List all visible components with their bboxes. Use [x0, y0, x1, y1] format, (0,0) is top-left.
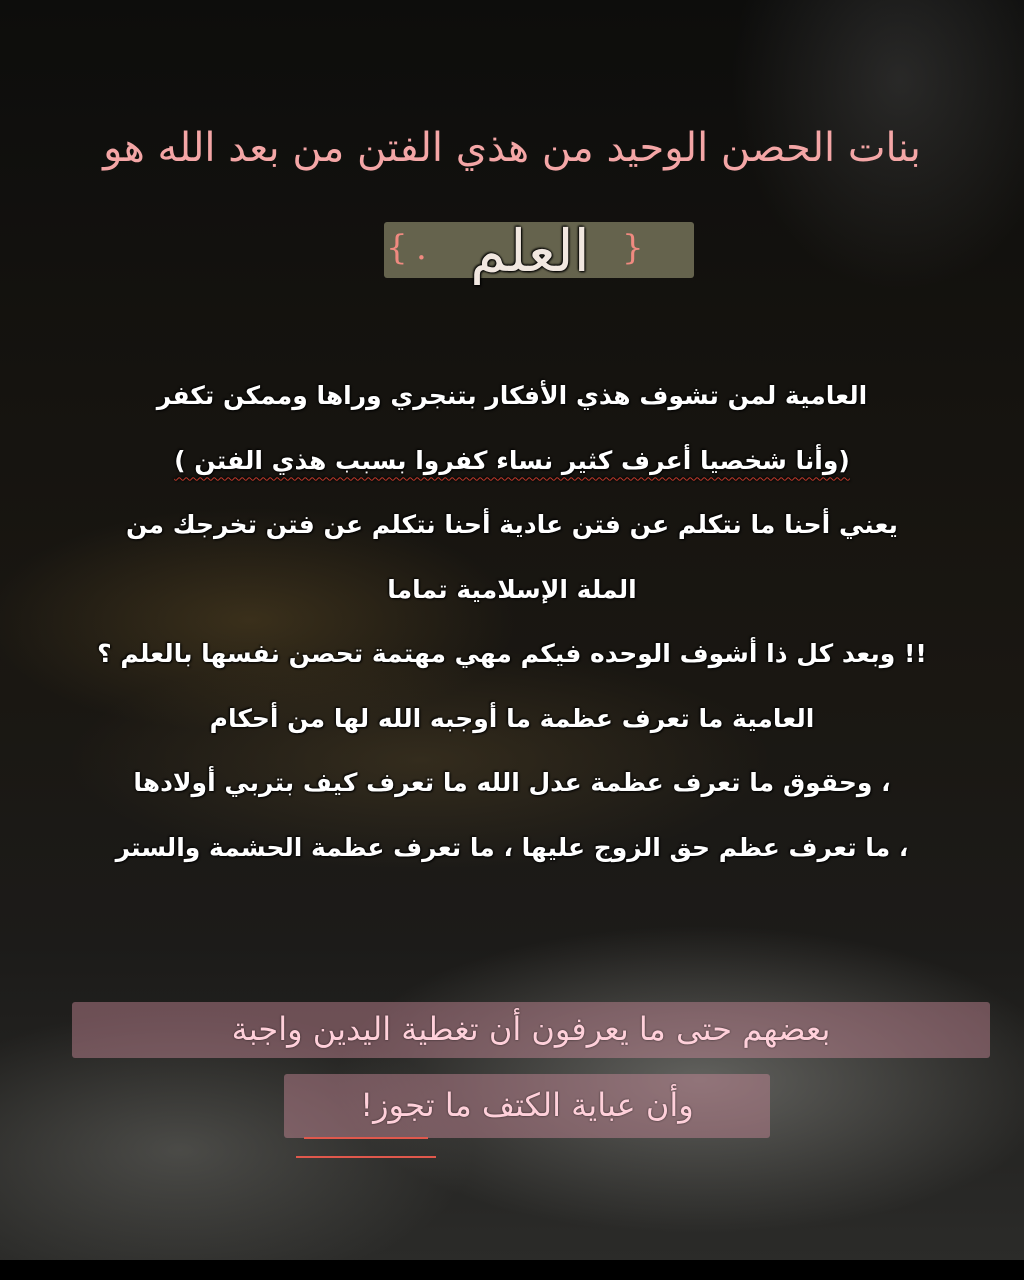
body-line: العامية ما تعرف عظمة ما أوجبه الله لها من أحكام — [209, 703, 815, 733]
body-text — [14, 370, 1010, 886]
pink-line: وأن عباية الكتف ما تجوز! — [360, 1086, 694, 1124]
pink-line: بعضهم حتى ما يعرفون أن تغطية اليدين واجبة — [231, 1010, 831, 1048]
open-brace: } — [622, 228, 644, 268]
body-line: الملة الإسلامية تماما — [387, 574, 637, 604]
highlight-word: العلم — [470, 217, 590, 285]
body-line: يعني أحنا ما نتكلم عن فتن عادية أحنا نتكلم عن فتن تخرجك من — [126, 510, 898, 539]
pink-highlight-block — [0, 1000, 1024, 1145]
body-line: ، ما تعرف عظم حق الزوج عليها ، ما تعرف عظمة الحشمة والستر — [115, 832, 909, 862]
body-line: !! وبعد كل ذا أشوف الوحده فيكم مهي مهتمة تحصن نفسها بالعلم ؟ — [97, 639, 927, 668]
body-line: العامية لمن تشوف هذي الأفكار بتنجري وراها وممكن تكفر — [156, 381, 868, 410]
red-underline — [296, 1156, 436, 1158]
red-underline — [304, 1137, 428, 1139]
underlined-phrase: (وأنا شخصيا أعرف كثير نساء كفروا بسبب هذي الفتن ) — [174, 445, 850, 475]
bottom-black-bar — [0, 1260, 1024, 1280]
post-title: بنات الحصن الوحيد من هذي الفتن من بعد الله هو — [103, 125, 921, 171]
highlight-dot: . — [416, 228, 427, 268]
body-line — [14, 435, 1010, 500]
close-brace: { — [386, 228, 408, 268]
body-line: ، وحقوق ما تعرف عظمة عدل الله ما تعرف كيف بتربي أولادها — [133, 768, 891, 797]
